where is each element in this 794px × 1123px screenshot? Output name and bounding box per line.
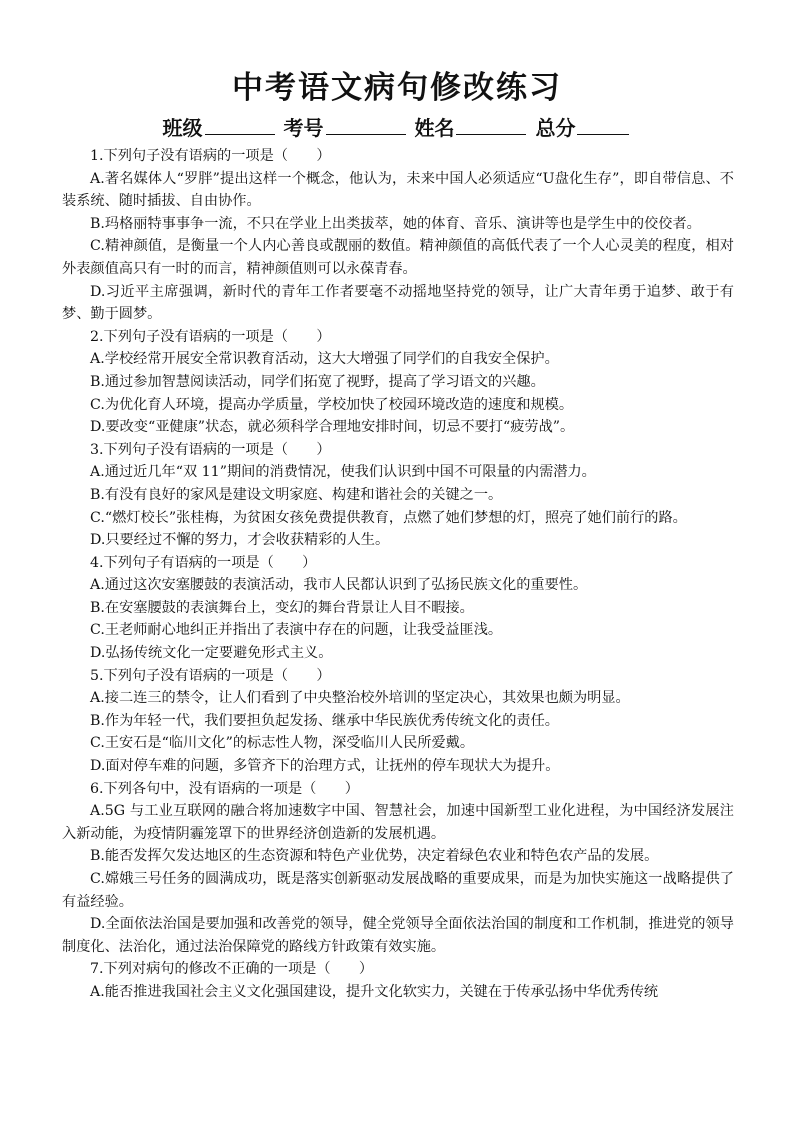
name-label: 姓名 xyxy=(414,116,455,140)
question-option: C.王老师耐心地纠正并指出了表演中存在的问题，让我受益匪浅。 xyxy=(90,622,503,639)
question-option: D.要改变“亚健康”状态，就必须科学合理地安排时间，切忌不要打“疲劳战”。 xyxy=(90,419,575,436)
class-label: 班级 xyxy=(162,116,203,140)
score-label: 总分 xyxy=(535,116,576,140)
question-option: C.王安石是“临川文化”的标志性人物，深受临川人民所爱戴。 xyxy=(90,735,475,752)
student-info-line xyxy=(0,112,794,141)
question-option: D.全面依法治国是要加强和改善党的领导，健全党领导全面依法治国的制度和工作机制，推进党的领导制度化、法治化，通过法治保障党的路线方针政策有效实施。 xyxy=(62,916,734,955)
score-blank[interactable] xyxy=(577,116,629,135)
question-option: B.能否发挥欠发达地区的生态资源和特色产业优势，决定着绿色农业和特色农产品的发展。 xyxy=(90,848,659,865)
question-option: C.嫦娥三号任务的圆满成功，既是落实创新驱动发展战略的重要成果，而是为加快实施这一战略提供了有益经验。 xyxy=(62,871,734,910)
question-stem: 4.下列句子有语病的一项是（ ） xyxy=(90,554,317,571)
question-option: A.接二连三的禁令，让人们看到了中央整治校外培训的坚定决心，其效果也颇为明显。 xyxy=(90,690,630,707)
question-option: D.只要经过不懈的努力，才会收获精彩的人生。 xyxy=(90,532,390,549)
name-blank[interactable] xyxy=(456,116,526,135)
question-option: D.习近平主席强调，新时代的青年工作者要毫不动摇地坚持党的领导，让广大青年勇于追梦、敢于有梦、勤于圆梦。 xyxy=(62,283,734,323)
question-option: B.有没有良好的家风是建设文明家庭、构建和谐社会的关键之一。 xyxy=(90,486,503,503)
question-option: A.能否推进我国社会主义文化强国建设，提升文化软实力，关键在于传承弘扬中华优秀传统 xyxy=(90,983,659,1000)
exam-no-label: 考号 xyxy=(283,116,324,140)
question-option: C.为优化育人环境，提高办学质量，学校加快了校园环境改造的速度和规模。 xyxy=(90,396,574,413)
question-option: A.学校经常开展安全常识教育活动，这大大增强了同学们的自我安全保护。 xyxy=(90,351,559,368)
question-option: A.5G 与工业互联网的融合将加速数字中国、智慧社会，加速中国新型工业化进程，为中国经济发展注入新动能，为疫情阴霾笼罩下的世界经济创造新的发展机遇。 xyxy=(62,803,734,842)
question-option: A.著名媒体人“罗胖”提出这样一个概念，他认为，未来中国人必须适应“U盘化生存”，即自带信息、不装系统、随时插拔、自由协作。 xyxy=(62,170,734,210)
question-option: B.在安塞腰鼓的表演舞台上，变幻的舞台背景让人目不暇接。 xyxy=(90,599,474,616)
question-stem: 2.下列句子没有语病的一项是（ ） xyxy=(90,328,331,345)
question-list xyxy=(62,145,734,1004)
question-option: B.通过参加智慧阅读活动，同学们拓宽了视野，提高了学习语文的兴趣。 xyxy=(90,373,545,390)
question-option: D.弘扬传统文化一定要避免形式主义。 xyxy=(90,645,333,662)
question-stem: 6.下列各句中，没有语病的一项是（ ） xyxy=(90,780,359,797)
question-stem: 7.下列对病句的修改不正确的一项是（ ） xyxy=(90,961,374,978)
question-option: C.精神颜值，是衡量一个人内心善良或靓丽的数值。精神颜值的高低代表了一个人心灵美的程度，相对外表颜值高只有一时的而言，精神颜值则可以永葆青春。 xyxy=(62,238,734,277)
question-option: C.“燃灯校长”张桂梅，为贫困女孩免费提供教育，点燃了她们梦想的灯，照亮了她们前行的路。 xyxy=(90,509,687,526)
page-title: 中考语文病句修改练习 xyxy=(232,70,562,106)
question-option: B.玛格丽特事事争一流，不只在学业上出类拔萃，她的体育、音乐、演讲等也是学生中的佼佼者。 xyxy=(90,215,701,232)
question-stem: 5.下列句子没有语病的一项是（ ） xyxy=(90,667,331,684)
question-option: B.作为年轻一代，我们要担负起发扬、继承中华民族优秀传统文化的责任。 xyxy=(90,712,559,729)
question-option: A.通过这次安塞腰鼓的表演活动，我市人民都认识到了弘扬民族文化的重要性。 xyxy=(90,577,588,594)
question-stem: 3.下列句子没有语病的一项是（ ） xyxy=(90,441,331,458)
question-stem: 1.下列句子没有语病的一项是（ ） xyxy=(90,148,331,164)
question-option: D.面对停车难的问题，多管齐下的治理方式，让抚州的停车现状大为提升。 xyxy=(90,758,560,775)
question-option: A.通过近几年“双 11”期间的消费情况，使我们认识到中国不可限量的内需潜力。 xyxy=(90,464,596,481)
class-blank[interactable] xyxy=(205,116,275,135)
exam-no-blank[interactable] xyxy=(326,116,406,135)
